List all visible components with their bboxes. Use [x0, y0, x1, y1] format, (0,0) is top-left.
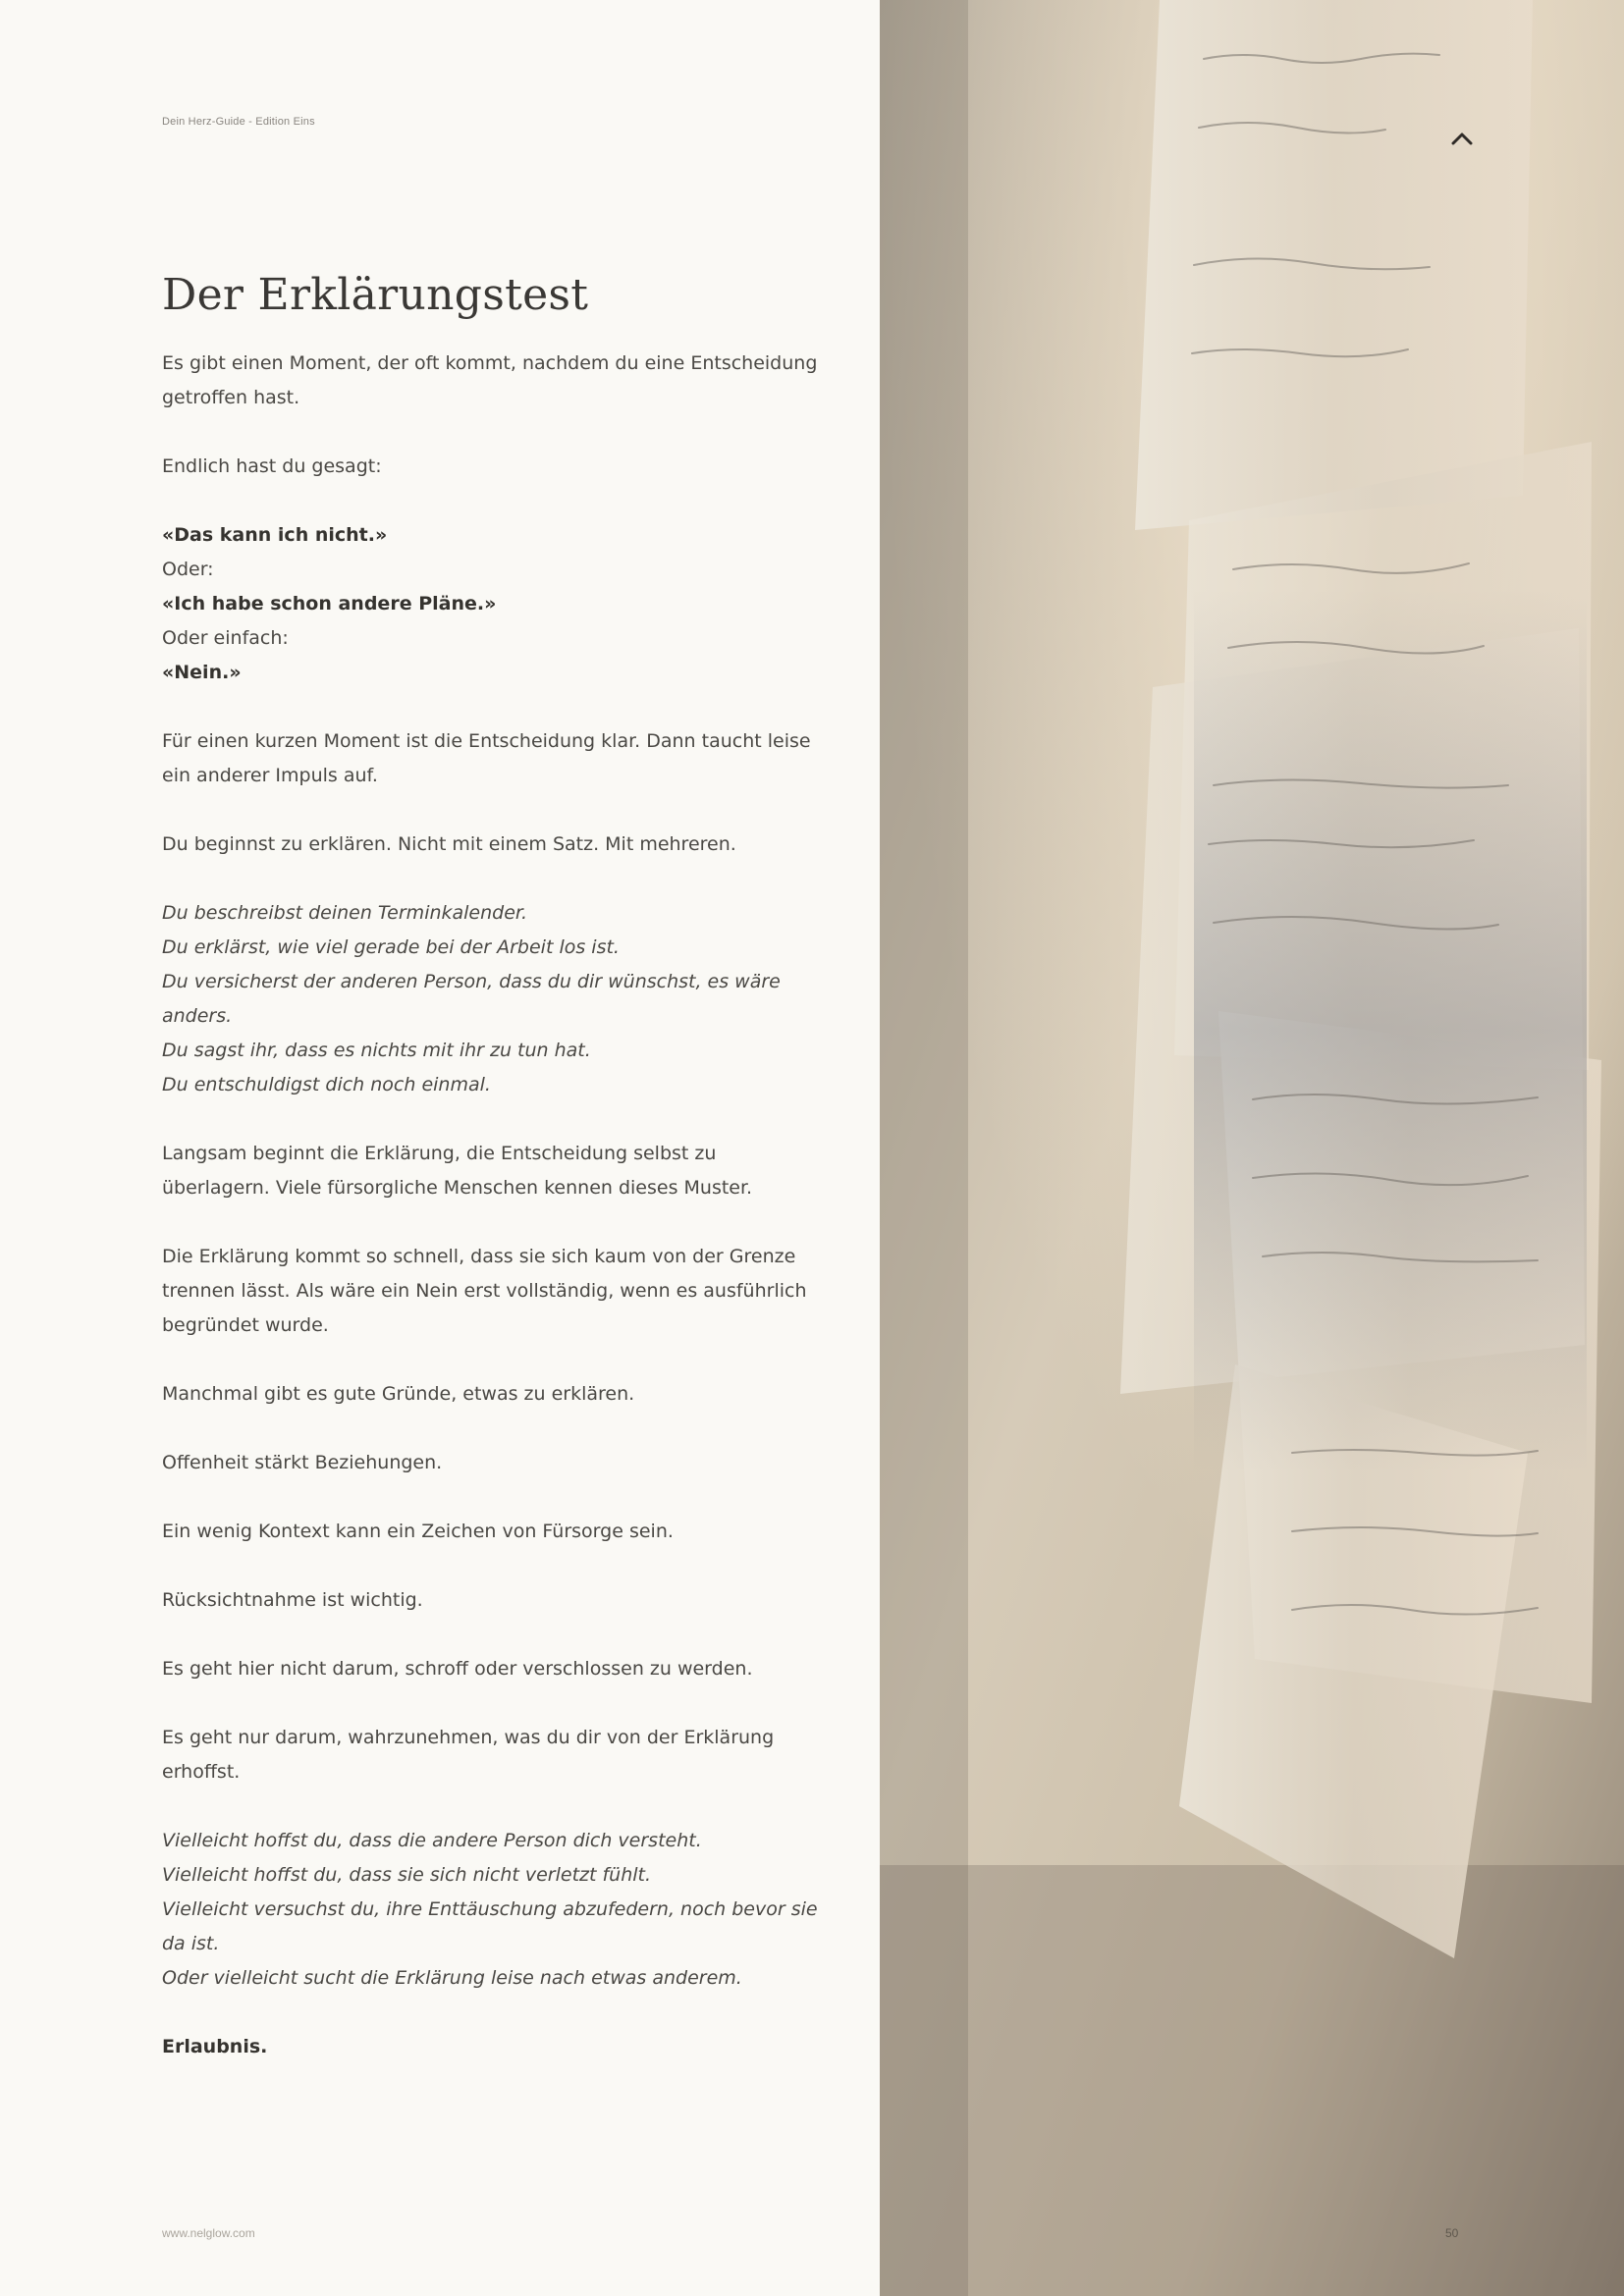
hanging-papers-illustration [880, 0, 1624, 2296]
running-head: Dein Herz-Guide - Edition Eins [162, 116, 315, 128]
page-number: 50 [1445, 2226, 1459, 2240]
connector: Oder einfach: [162, 627, 289, 649]
italic-line: Du beschreibst deinen Terminkalender. [162, 902, 528, 924]
italic-line: Du versicherst der anderen Person, dass du dir wünschst, es wäre anders. [162, 971, 781, 1027]
paragraph: Manchmal gibt es gute Gründe, etwas zu erklären. [162, 1383, 635, 1405]
connector: Oder: [162, 559, 214, 580]
paragraph: Du beginnst zu erklären. Nicht mit einem Satz. Mit mehreren. [162, 833, 736, 855]
italic-line: Du entschuldigst dich noch einmal. [162, 1074, 491, 1095]
italic-line: Du erklärst, wie viel gerade bei der Arbeit los ist. [162, 936, 620, 958]
quote: «Ich habe schon andere Pläne.» [162, 593, 497, 614]
scroll-up-button[interactable] [1451, 132, 1483, 159]
paragraph: Offenheit stärkt Beziehungen. [162, 1452, 443, 1473]
quote: «Das kann ich nicht.» [162, 524, 388, 546]
italic-line: Oder vielleicht sucht die Erklärung leise nach etwas anderem. [162, 1967, 742, 1989]
page-title: Der Erklärungstest [162, 270, 589, 320]
footer-website[interactable]: www.nelglow.com [162, 2226, 255, 2240]
closing-word: Erlaubnis. [162, 2036, 268, 2057]
italic-line: Vielleicht hoffst du, dass sie sich nicht verletzt fühlt. [162, 1864, 652, 1886]
paragraph: Es geht hier nicht darum, schroff oder verschlossen zu werden. [162, 1658, 753, 1680]
paragraph: Für einen kurzen Moment ist die Entscheidung klar. Dann taucht leise ein anderer Impuls auf. [162, 730, 811, 786]
paragraph: Ein wenig Kontext kann ein Zeichen von Fürsorge sein. [162, 1521, 674, 1542]
paragraph: Endlich hast du gesagt: [162, 455, 382, 477]
paragraph: Es gibt einen Moment, der oft kommt, nachdem du eine Entscheidung getroffen hast. [162, 352, 818, 408]
italic-line: Vielleicht hoffst du, dass die andere Person dich versteht. [162, 1830, 702, 1851]
paragraph: Die Erklärung kommt so schnell, dass sie sich kaum von der Grenze trennen lässt. Als wäre ein Nein erst vollständig, wenn es ausführlich begründet wurde. [162, 1246, 807, 1336]
paragraph: Langsam beginnt die Erklärung, die Entscheidung selbst zu überlagern. Viele fürsorgliche Menschen kennen dieses Muster. [162, 1143, 753, 1199]
article-body [162, 347, 820, 2099]
quote-group [162, 518, 820, 690]
hero-image [880, 0, 1624, 2296]
paragraph: Rücksichtnahme ist wichtig. [162, 1589, 423, 1611]
italic-list [162, 1824, 820, 1996]
italic-line: Vielleicht versuchst du, ihre Enttäuschung abzufedern, noch bevor sie da ist. [162, 1898, 818, 1954]
italic-line: Du sagst ihr, dass es nichts mit ihr zu tun hat. [162, 1040, 591, 1061]
paragraph: Es geht nur darum, wahrzunehmen, was du dir von der Erklärung erhoffst. [162, 1727, 775, 1783]
chevron-up-icon [1451, 132, 1473, 145]
italic-list [162, 896, 820, 1102]
quote: «Nein.» [162, 662, 242, 683]
